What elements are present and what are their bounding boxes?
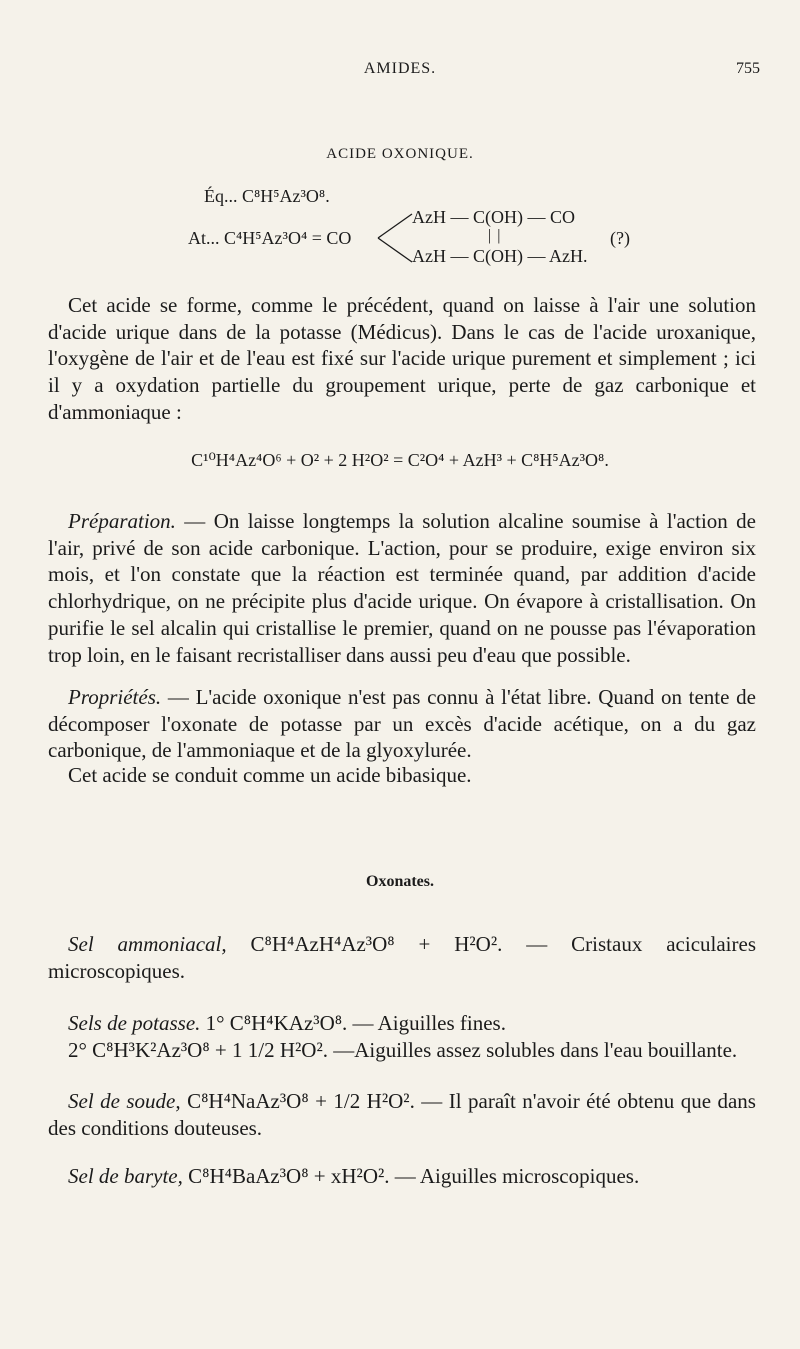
formula-bracket [376,212,416,264]
sel-ammoniacal-text: C⁸H⁴AzH⁴Az³O⁸ + H²O². — Cristaux aciculaires microscopiques. [48,932,756,983]
entry-sel-baryte [48,1163,756,1190]
paragraph-bibasique: Cet acide se conduit comme un acide bibasique. [68,763,472,787]
sel-baryte-text: C⁸H⁴BaAz³O⁸ + xH²O². — Aiguilles microscopiques. [182,1164,640,1188]
paragraph-preparation [48,508,756,668]
formula-at: At... C⁴H⁵Az³O⁴ = CO [188,228,352,248]
proprietes-label: Propriétés. [68,685,162,709]
paragraph-proprietes [48,684,756,764]
sel-baryte-label: Sel de baryte, [68,1164,183,1188]
formula-branch-bonds: | | [488,227,502,244]
entry-sels-potasse-2: 2° C⁸H³K²Az³O⁸ + 1 1/2 H²O². —Aiguilles assez solubles dans l'eau bouillante. [68,1038,738,1062]
entry-sels-potasse [48,1010,756,1037]
preparation-text: — On laisse longtemps la solution alcaline soumise à l'action de l'air, privé de son acide carbonique. L'action, pour se produire, exige environ six mois, et l'on constate que la réaction est terminée quand, par addition d'acide chlorhydrique, on ne précipite plus d'acide urique. On évapore à cristallisation. On purifie le sel alcalin qui cristallise le premier, quand on ne pousse pas l'évaporation trop loin, en le faisant recristalliser dans aussi peu d'eau que possible. [48,509,756,667]
formula-branch-bottom: AzH — C(OH) — AzH. [412,246,588,266]
sel-ammoniacal-label: Sel ammoniacal, [68,932,227,956]
paragraph-formation: Cet acide se forme, comme le précédent, quand on laisse à l'air une solution d'acide urique dans de la potasse (Médicus). Dans le cas de l'acide uroxanique, l'oxygène de l'air et de l'eau est fixé sur l'acide urique purement et simplement ; ici il y a oxydation partielle du groupement urique, perte de gaz carbonique et d'ammoniaque : [48,293,756,424]
running-title: AMIDES. [363,60,437,77]
reaction-equation: C¹⁰H⁴Az⁴O⁶ + O² + 2 H²O² = C²O⁴ + AzH³ + C⁸H⁵Az³O⁸. [191,450,609,470]
formula-branch-top: AzH — C(OH) — CO [412,207,575,227]
sel-soude-label: Sel de soude, [68,1089,181,1113]
section-title: ACIDE OXONIQUE. [326,146,474,162]
entry-sel-ammoniacal [48,931,756,984]
sels-potasse-label: Sels de potasse. [68,1011,201,1035]
entry-sel-soude [48,1088,756,1141]
sels-potasse-text: 1° C⁸H⁴KAz³O⁸. — Aiguilles fines. [200,1011,506,1035]
oxonates-heading: Oxonates. [366,873,434,890]
sel-soude-text: C⁸H⁴NaAz³O⁸ + 1/2 H²O². — Il paraît n'avoir été obtenu que dans des conditions douteuses. [48,1089,756,1140]
formula-eq: Éq... C⁸H⁵Az³O⁸. [204,186,330,206]
proprietes-text: — L'acide oxonique n'est pas connu à l'état libre. Quand on tente de décomposer l'oxonate de potasse par un excès d'acide acétique, on a du gaz carbonique, de l'ammoniaque et de la glyoxylurée. [48,685,756,763]
preparation-label: Préparation. [68,509,176,533]
page-number: 755 [736,60,760,77]
formula-question: (?) [610,228,630,248]
